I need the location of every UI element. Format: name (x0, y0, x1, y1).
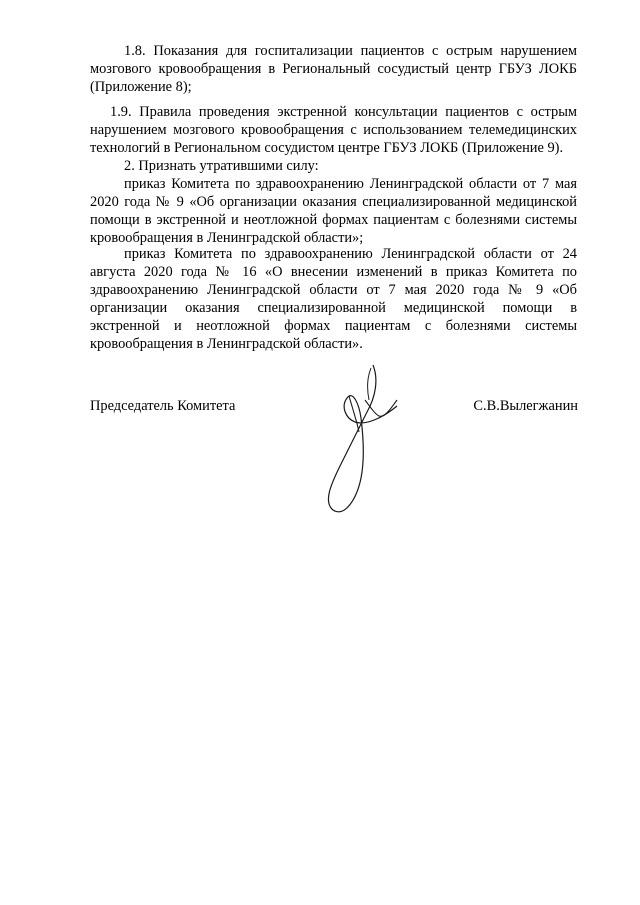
paragraph-1-9: 1.9. Правила проведения экстренной консультации пациентов с острым нарушением мозгового кровообращения с использованием телемедицинских технологий в Региональном сосудистом центре ГБУЗ ЛОКБ (Приложение 9). (90, 104, 577, 156)
signer-name: С.В.Вылегжанин (473, 398, 578, 414)
handwritten-signature-icon (305, 360, 415, 520)
paragraph-order-1: приказ Комитета по здравоохранению Ленинградской области от 7 мая 2020 года № 9 «Об организации оказания специализированной медицинской помощи в экстренной и неотложной формах пациентам с болезнями системы кровообращения в Ленинградской области»; (90, 176, 577, 246)
paragraph-2: 2. Признать утратившими силу: (124, 158, 319, 174)
signer-position: Председатель Комитета (90, 398, 236, 414)
paragraph-1-8: 1.8. Показания для госпитализации пациентов с острым нарушением мозгового кровообращения в Региональный сосудистый центр ГБУЗ ЛОКБ (Приложение 8); (90, 43, 577, 95)
paragraph-order-2: приказ Комитета по здравоохранению Ленинградской области от 24 августа 2020 года № 16 «О внесении изменений в приказ Комитета по здравоохранению Ленинградской области от 7 мая 2020 года № 9 «Об организации оказания специализированной медицинской помощи в экстренной и неотложной формах пациентам с болезнями системы кровообращения в Ленинградской области». (90, 246, 577, 352)
